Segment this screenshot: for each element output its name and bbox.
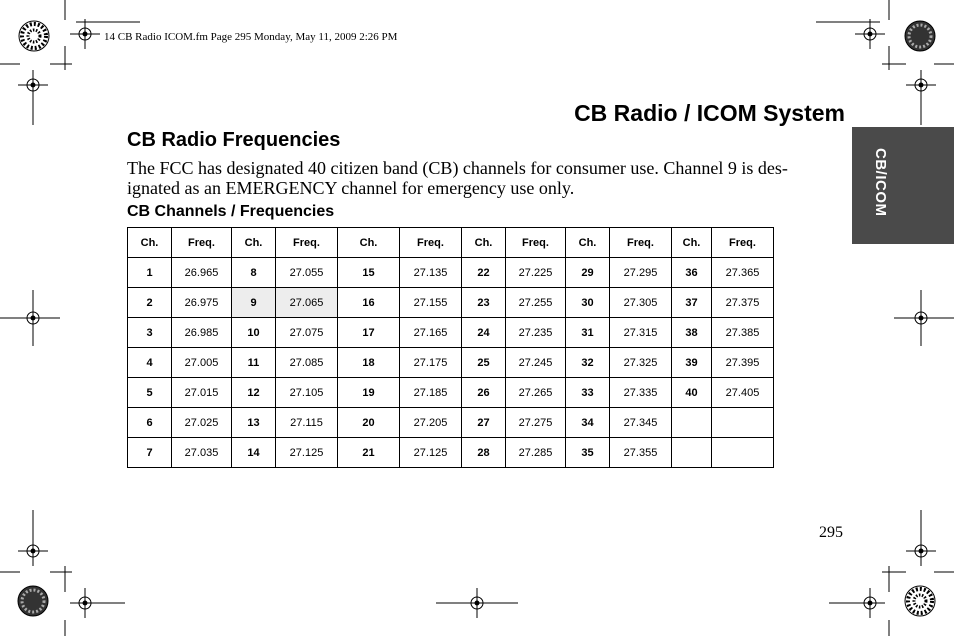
frequency-cell: 27.355	[610, 438, 672, 468]
channel-cell: 16	[338, 288, 400, 318]
column-header: Freq.	[610, 228, 672, 258]
channel-cell: 38	[672, 318, 712, 348]
channel-cell: 33	[566, 378, 610, 408]
channel-cell	[672, 408, 712, 438]
frequency-cell: 27.065	[276, 288, 338, 318]
print-header-line: 14 CB Radio ICOM.fm Page 295 Monday, May 11, 2009 2:26 PM	[104, 31, 398, 43]
channel-cell: 21	[338, 438, 400, 468]
channel-cell: 28	[462, 438, 506, 468]
frequency-cell: 27.385	[712, 318, 774, 348]
channel-cell: 12	[232, 378, 276, 408]
frequency-cell: 27.085	[276, 348, 338, 378]
channel-cell	[672, 438, 712, 468]
frequency-cell: 27.405	[712, 378, 774, 408]
frequency-cell: 26.965	[172, 258, 232, 288]
frequency-cell: 27.395	[712, 348, 774, 378]
channel-cell: 23	[462, 288, 506, 318]
channel-cell: 7	[128, 438, 172, 468]
channel-cell: 11	[232, 348, 276, 378]
frequency-cell: 27.275	[506, 408, 566, 438]
cb-channel-table	[127, 227, 774, 468]
column-header: Ch.	[566, 228, 610, 258]
frequency-cell: 27.315	[610, 318, 672, 348]
channel-cell: 19	[338, 378, 400, 408]
frequency-cell: 27.235	[506, 318, 566, 348]
frequency-cell	[712, 408, 774, 438]
column-header: Ch.	[338, 228, 400, 258]
frequency-cell: 27.305	[610, 288, 672, 318]
channel-cell: 4	[128, 348, 172, 378]
channel-cell: 15	[338, 258, 400, 288]
channel-cell: 10	[232, 318, 276, 348]
column-header: Freq.	[172, 228, 232, 258]
frequency-cell: 27.055	[276, 258, 338, 288]
channel-cell: 35	[566, 438, 610, 468]
frequency-cell: 27.075	[276, 318, 338, 348]
channel-cell: 3	[128, 318, 172, 348]
column-header: Ch.	[462, 228, 506, 258]
frequency-cell: 27.365	[712, 258, 774, 288]
frequency-cell: 27.165	[400, 318, 462, 348]
frequency-cell: 27.255	[506, 288, 566, 318]
frequency-cell: 27.205	[400, 408, 462, 438]
channel-cell: 31	[566, 318, 610, 348]
body-paragraph	[127, 158, 843, 198]
frequency-cell: 27.125	[400, 438, 462, 468]
frequency-cell: 27.225	[506, 258, 566, 288]
channel-cell: 26	[462, 378, 506, 408]
column-header: Ch.	[128, 228, 172, 258]
table-row	[128, 258, 774, 288]
channel-cell: 24	[462, 318, 506, 348]
channel-cell: 17	[338, 318, 400, 348]
frequency-cell: 27.265	[506, 378, 566, 408]
column-header: Freq.	[712, 228, 774, 258]
column-header: Ch.	[672, 228, 712, 258]
column-header: Freq.	[506, 228, 566, 258]
channel-cell: 5	[128, 378, 172, 408]
frequency-cell: 27.025	[172, 408, 232, 438]
column-header: Freq.	[276, 228, 338, 258]
channel-cell: 20	[338, 408, 400, 438]
body-line: ignated as an EMERGENCY channel for emergency use only.	[127, 178, 575, 198]
page-number: 295	[819, 524, 843, 541]
channel-cell: 25	[462, 348, 506, 378]
frequency-cell: 26.985	[172, 318, 232, 348]
column-header: Ch.	[232, 228, 276, 258]
frequency-cell: 27.135	[400, 258, 462, 288]
channel-cell: 32	[566, 348, 610, 378]
channel-cell: 22	[462, 258, 506, 288]
table-row	[128, 438, 774, 468]
frequency-cell: 27.015	[172, 378, 232, 408]
frequency-cell: 27.125	[276, 438, 338, 468]
column-header: Freq.	[400, 228, 462, 258]
frequency-cell: 27.245	[506, 348, 566, 378]
channel-cell: 27	[462, 408, 506, 438]
frequency-cell: 27.335	[610, 378, 672, 408]
table-row	[128, 348, 774, 378]
section-title: CB Radio Frequencies	[127, 129, 341, 151]
channel-cell: 40	[672, 378, 712, 408]
table-row	[128, 288, 774, 318]
frequency-cell: 27.375	[712, 288, 774, 318]
frequency-cell: 27.185	[400, 378, 462, 408]
frequency-cell: 27.345	[610, 408, 672, 438]
channel-cell: 9	[232, 288, 276, 318]
channel-cell: 14	[232, 438, 276, 468]
table-row	[128, 318, 774, 348]
channel-cell: 34	[566, 408, 610, 438]
channel-cell: 6	[128, 408, 172, 438]
frequency-cell: 27.005	[172, 348, 232, 378]
frequency-cell: 27.325	[610, 348, 672, 378]
frequency-cell: 27.155	[400, 288, 462, 318]
channel-cell: 36	[672, 258, 712, 288]
frequency-cell	[712, 438, 774, 468]
side-chapter-tab	[852, 127, 954, 244]
side-tab-label: CB/ICOM	[872, 148, 889, 217]
frequency-cell: 26.975	[172, 288, 232, 318]
chapter-title: CB Radio / ICOM System	[574, 100, 845, 126]
channel-cell: 2	[128, 288, 172, 318]
channel-cell: 30	[566, 288, 610, 318]
table-row	[128, 408, 774, 438]
frequency-cell: 27.035	[172, 438, 232, 468]
table-title: CB Channels / Frequencies	[127, 203, 335, 220]
channel-cell: 8	[232, 258, 276, 288]
channel-cell: 1	[128, 258, 172, 288]
table-header-row	[128, 228, 774, 258]
frequency-cell: 27.115	[276, 408, 338, 438]
channel-cell: 37	[672, 288, 712, 318]
frequency-cell: 27.285	[506, 438, 566, 468]
channel-cell: 29	[566, 258, 610, 288]
table-row	[128, 378, 774, 408]
channel-cell: 18	[338, 348, 400, 378]
frequency-cell: 27.105	[276, 378, 338, 408]
channel-cell: 39	[672, 348, 712, 378]
frequency-cell: 27.175	[400, 348, 462, 378]
frequency-cell: 27.295	[610, 258, 672, 288]
channel-cell: 13	[232, 408, 276, 438]
body-line: The FCC has designated 40 citizen band (CB) channels for consumer use. Channel 9 is des-	[127, 158, 788, 178]
